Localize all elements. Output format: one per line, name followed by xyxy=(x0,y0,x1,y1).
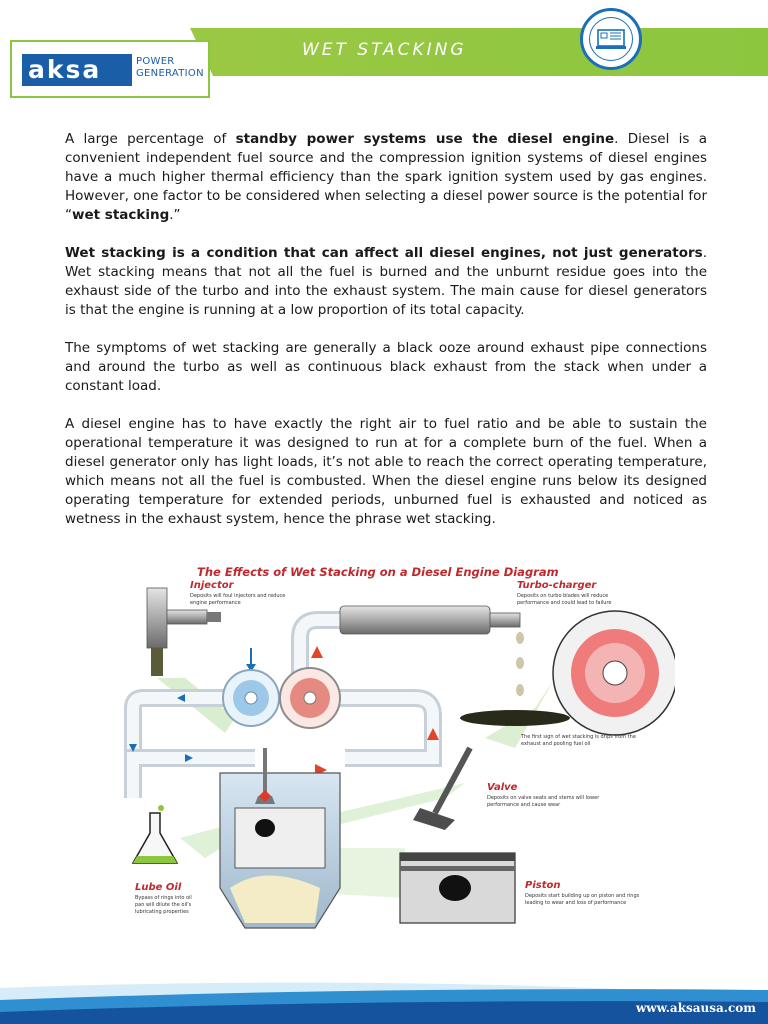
fuel-drip-icon xyxy=(516,657,524,669)
diagram-title: The Effects of Wet Stacking on a Diesel Engine Diagram xyxy=(197,565,559,579)
text-run: The symptoms of wet stacking are generally a black ooze around exhaust pipe connections and around the turbo as well as continuous black exhaust from the stack when under a constant load. xyxy=(65,340,707,394)
text-run: A diesel engine has to have exactly the right air to fuel ratio and be able to sustain the operational temperature it was designed to run at for a complete burn of the fuel. When a diesel generator only has light loads, it’s not able to reach the correct operating temperature, which means not all the fuel is combusted. When the diesel engine runs below its designed operating temperature for extended periods, unburned fuel is exhausted and noticed as wetness in the exhaust system, hence the phrase wet stacking. xyxy=(65,416,707,527)
injector-label: Injector xyxy=(190,580,234,591)
article-body xyxy=(65,130,707,548)
injector-icon xyxy=(147,588,167,648)
turbocharger-label: Turbo-charger xyxy=(517,580,597,591)
valve-label: Valve xyxy=(487,782,518,793)
exhaust-muffler-icon xyxy=(340,606,490,634)
svg-text:performance and cause wear: performance and cause wear xyxy=(487,802,561,808)
website-link[interactable]: www.aksausa.com xyxy=(635,1001,756,1015)
svg-text:The first sign of wet stacking: The first sign of wet stacking is drips from the xyxy=(521,734,636,740)
svg-text:exhaust and pooling fuel oil: exhaust and pooling fuel oil xyxy=(521,741,591,747)
header-banner xyxy=(190,28,768,76)
svg-text:performance and could lead to: performance and could lead to failure xyxy=(517,600,612,606)
logo-subtitle: POWER GENERATION xyxy=(136,56,204,79)
oil-pool-icon xyxy=(460,710,570,726)
page-title: WET STACKING xyxy=(302,40,467,60)
text-run: .” xyxy=(169,207,181,223)
lube-oil-flask-icon xyxy=(133,805,177,863)
page-header xyxy=(0,0,768,110)
svg-text:lubricating properties: lubricating properties xyxy=(135,909,189,915)
text-run: A large percentage of xyxy=(65,131,236,147)
svg-text:pan will dilute the oil's: pan will dilute the oil's xyxy=(135,902,192,908)
paragraph xyxy=(65,415,707,529)
compressor-wheel-icon xyxy=(223,670,279,726)
engine-block-icon xyxy=(220,748,340,928)
text-run: . Wet stacking means that not all the fuel is burned and the unburnt residue goes into the exhaust side of the turbo and into the exhaust system. The main cause for diesel generators is that the engine is running at a low proportion of its total capacity. xyxy=(65,245,707,318)
fuel-drip-icon xyxy=(516,632,524,644)
logo-wordmark: aksa xyxy=(22,54,132,86)
text-run: . Diesel is a convenient independent fuel source and the compression ignition systems of diesel engines have a much higher thermal efficiency than the spark ignition system used by gas engines. However, one factor to be considered when selecting a diesel power source is the potential for “ xyxy=(65,131,708,223)
piston-closeup-icon xyxy=(400,853,515,923)
svg-text:Bypass of rings into oil: Bypass of rings into oil xyxy=(135,895,192,901)
turbine-wheel-icon xyxy=(280,668,340,728)
piston-label: Piston xyxy=(525,880,561,891)
svg-text:Deposits will foul injectors a: Deposits will foul injectors and reduce xyxy=(190,593,286,599)
bold-text: wet stacking xyxy=(72,207,170,223)
page-footer xyxy=(0,960,768,1024)
turbocharger-closeup-icon xyxy=(553,611,675,735)
bold-text: standby power systems use the diesel engine xyxy=(235,131,615,147)
fuel-drip-icon xyxy=(516,684,524,696)
paragraph xyxy=(65,244,707,320)
paragraph xyxy=(65,130,707,225)
svg-text:engine performance: engine performance xyxy=(190,600,241,606)
svg-text:Deposits start building up on: Deposits start building up on piston and rings xyxy=(525,893,640,899)
generator-badge-icon xyxy=(580,8,642,70)
svg-text:leading to wear and loss of pe: leading to wear and loss of performance xyxy=(525,900,627,906)
bold-text: Wet stacking is a condition that can affect all diesel engines, not just generators xyxy=(65,245,703,261)
wet-stacking-diagram xyxy=(115,558,675,938)
paragraph xyxy=(65,339,707,396)
lube-oil-label: Lube Oil xyxy=(135,882,182,893)
svg-text:Deposits on valve seats and st: Deposits on valve seats and stems will lower xyxy=(487,795,600,801)
svg-text:Deposits on turbo blades will: Deposits on turbo blades will reduce xyxy=(517,593,609,599)
company-logo[interactable] xyxy=(10,40,210,98)
